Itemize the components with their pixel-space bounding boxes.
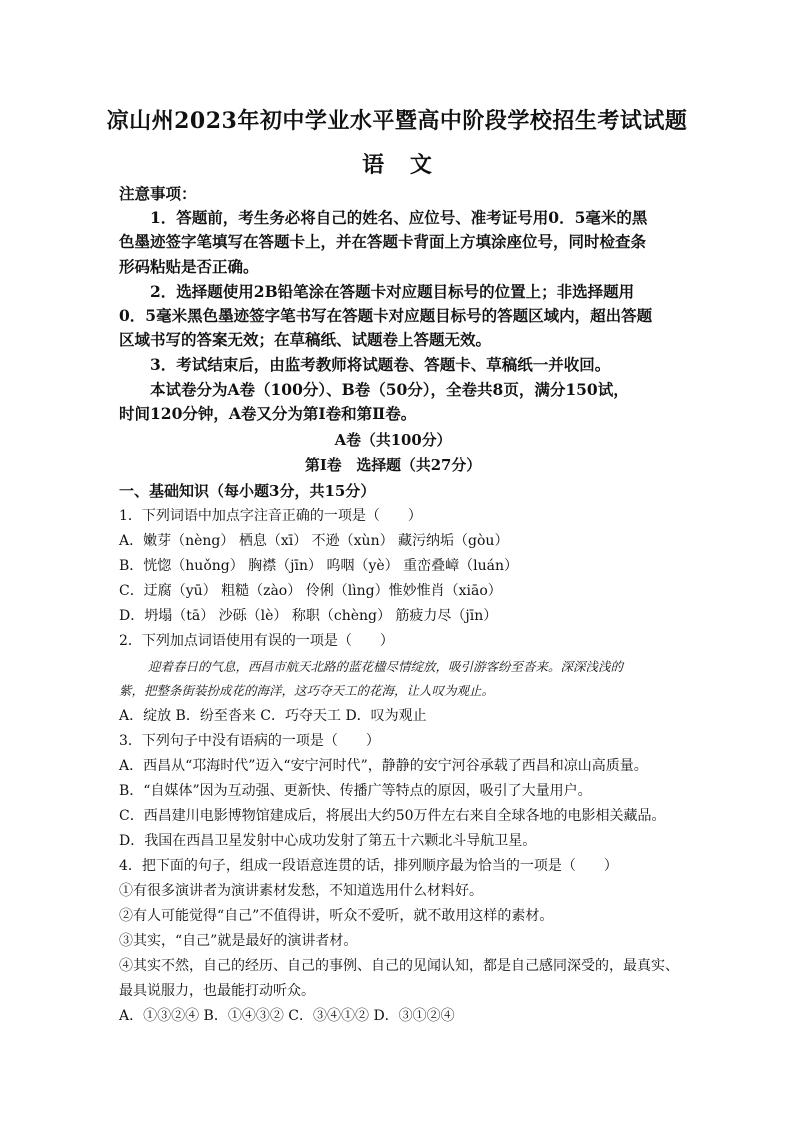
question-3-option: A．西昌从“邛海时代”迈入“安宁河时代”，静静的安宁河谷承载了西昌和凉山高质量。 <box>119 758 648 774</box>
question-4-sentence: ④其实不然，自己的经历、自己的事例、自己的见闻认知，都是自己感同深受的，最真实、 <box>119 958 679 974</box>
exam-title: 凉山州2023年初中学业水平暨高中阶段学校招生考试试题 <box>106 108 688 134</box>
notice-line: 0．5毫米黑色墨迹签字笔书写在答题卡对应题目标号的答题区域内，超出答题 <box>119 306 653 325</box>
subject-title: 语 文 <box>362 152 432 178</box>
question-4-options: A．①③②④ B．①④③② C．③④①② D．③①②④ <box>119 1008 455 1024</box>
notice-line: 色墨迹签字笔填写在答题卡上，并在答题卡背面上方填涂座位号，同时检查条 <box>119 232 647 251</box>
notice-line: 3．考试结束后，由监考教师将试题卷、答题卡、草稿纸一并收回。 <box>150 355 611 374</box>
section-one-heading: 一、基础知识（每小题3分，共15分） <box>119 482 376 500</box>
question-4-stem: 4．把下面的句子，组成一段语意连贯的话，排列顺序最为恰当的一项是（ ） <box>119 858 618 874</box>
question-4-sentence: 最具说服力，也最能打动听众。 <box>119 983 315 999</box>
question-1-option: D．坍塌（tā） 沙砾（lè） 称职（chèng） 筋疲力尽（jīn） <box>119 608 498 624</box>
part-one-heading: 第Ⅰ卷 选择题（共27分） <box>304 456 482 474</box>
notice-line: 区域书写的答案无效；在草稿纸、试题卷上答题无效。 <box>119 330 492 349</box>
question-1-option: A．嫩芽（nèng） 栖息（xī） 不逊（xùn） 藏污纳垢（gòu） <box>119 533 509 549</box>
volume-a-heading: A卷（共100分） <box>334 431 452 449</box>
question-3-stem: 3．下列句子中没有语病的一项是（ ） <box>119 733 380 749</box>
notice-line: 2．选择题使用2B铅笔涂在答题卡对应题目标号的位置上；非选择题用 <box>150 282 635 301</box>
notice-line: 本试卷分为A卷（100分）、B卷（50分），全卷共8页，满分150试， <box>150 380 629 399</box>
question-4-sentence: ①有很多演讲者为演讲素材发愁，不知道选用什么材料好。 <box>119 883 483 899</box>
question-4-sentence: ②有人可能觉得“自己”不值得讲，听众不爱听，就不敢用这样的素材。 <box>119 908 554 924</box>
notice-line: 形码粘贴是否正确。 <box>119 257 259 276</box>
question-1-option: B．恍惚（huǒng） 胸襟（jīn） 呜咽（yè） 重峦叠嶂（luán） <box>119 558 518 574</box>
question-3-option: C．西昌建川电影博物馆建成后，将展出大约50万件左右来自全球各地的电影相关藏品。 <box>119 808 666 824</box>
question-4-sentence: ③其实，“自己”就是最好的演讲者材。 <box>119 933 358 949</box>
question-3-option: D．我国在西昌卫星发射中心成功发射了第五十六颗北斗导航卫星。 <box>119 833 537 849</box>
question-2-passage: 紫，把整条街装扮成花的海洋，这巧夺天工的花海，让人叹为观止。 <box>119 683 495 698</box>
notice-line: 1．答题前，考生务必将自己的姓名、应位号、准考证号用0．5毫米的黑 <box>150 208 648 227</box>
notice-heading: 注意事项： <box>119 184 197 203</box>
question-3-option: B．“自媒体”因为互动强、更新快、传播广等特点的原因，吸引了大量用户。 <box>119 783 592 799</box>
notice-line: 时间120分钟，A卷又分为第Ⅰ卷和第Ⅱ卷。 <box>119 404 417 423</box>
question-2-options: A．绽放 B．纷至沓来 C．巧夺天工 D．叹为观止 <box>119 708 427 724</box>
question-2-passage: 迎着春日的气息，西昌市航天北路的蓝花楹尽情绽放，吸引游客纷至沓来。深深浅浅的 <box>148 659 624 674</box>
question-2-stem: 2．下列加点词语使用有误的一项是（ ） <box>119 633 394 649</box>
question-1-option: C．迂腐（yū） 粗糙（zào） 伶俐（lìng）惟妙惟肖（xiāo） <box>119 583 502 599</box>
question-1-stem: 1．下列词语中加点字注音正确的一项是（ ） <box>119 508 422 524</box>
